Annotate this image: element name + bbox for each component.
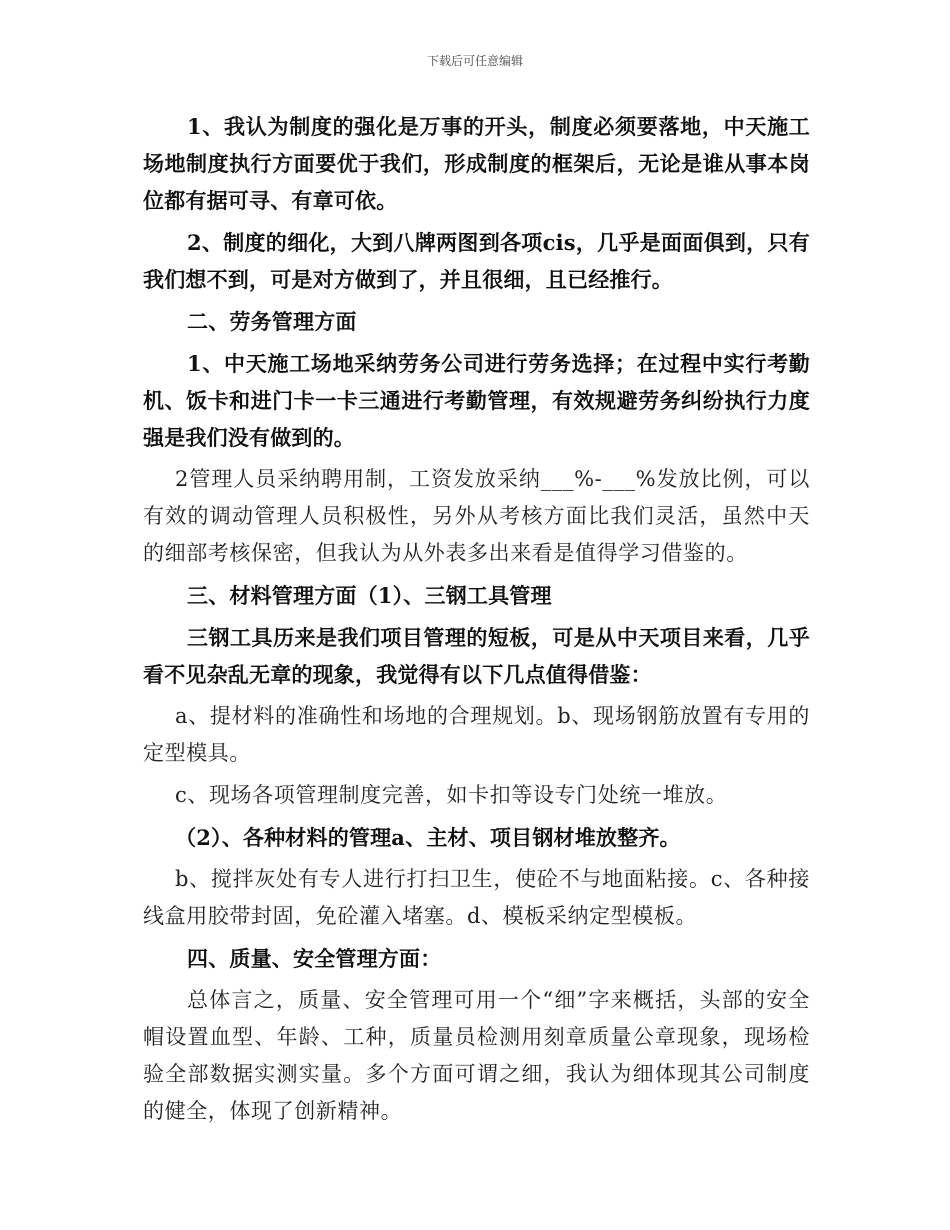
section-heading-materials: 三、材料管理方面（1）、三钢工具管理	[187, 583, 552, 608]
paragraph-tools-management: 三钢工具历来是我们项目管理的短板，可是从中天项目来看，几乎看不见杂乱无章的现象，我觉得有以下几点值得借鉴：	[143, 625, 810, 687]
paragraph-system-refinement: 2、制度的细化，大到八牌两图到各项cis，几乎是面面俱到，只有我们想不到，可是对方做到了，并且很细，且已经推行。	[143, 230, 810, 292]
paragraph-material-points-bcd: b、搅拌灰处有专人进行打扫卫生，使砼不与地面粘接。c、各种接线盒用胶带封固，免砼灌入堵塞。d、模板采纳定型模板。	[143, 867, 810, 928]
paragraph-material-point-c: c、现场各项管理制度完善，如卡扣等设专门处统一堆放。	[175, 783, 728, 807]
section-heading-labor: 二、劳务管理方面	[187, 309, 357, 334]
paragraph-labor-attendance: 1、中天施工场地采纳劳务公司进行劳务选择；在过程中实行考勤机、饭卡和进门卡一卡三通进行考勤管理，有效规避劳务纠纷执行力度强是我们没有做到的。	[143, 351, 810, 450]
paragraph-management-hiring: 2管理人员采纳聘用制，工资发放采纳___%-___%发放比例，可以有效的调动管理人员积极性，另外从考核方面比我们灵活，虽然中天的细部考核保密，但我认为从外表多出来看是值得学习借鉴的。	[143, 467, 810, 565]
paragraph-quality-safety-summary: 总体言之，质量、安全管理可用一个“细”字来概括，头部的安全帽设置血型、年龄、工种，质量员检测用刻章质量公章现象，现场检验全部数据实测实量。多个方面可谓之细，我认为细体现其公司制度的健全，体现了创新精神。	[143, 988, 810, 1123]
paragraph-material-points-ab: a、提材料的准确性和场地的合理规划。b、现场钢筋放置有专用的定型模具。	[143, 704, 810, 765]
document-body	[143, 108, 810, 1135]
paragraph-system-reinforcement: 1、我认为制度的强化是万事的开头，制度必须要落地，中天施工场地制度执行方面要优于我们，形成制度的框架后，无论是谁从事本岗位都有据可寻、有章可依。	[143, 114, 810, 213]
section-heading-quality-safety: 四、质量、安全管理方面：	[187, 946, 442, 971]
subheading-material-management: （2）、各种材料的管理a、主材、项目钢材堆放整齐。	[175, 825, 681, 850]
page-header-note: 下载后可任意编辑	[426, 54, 523, 68]
